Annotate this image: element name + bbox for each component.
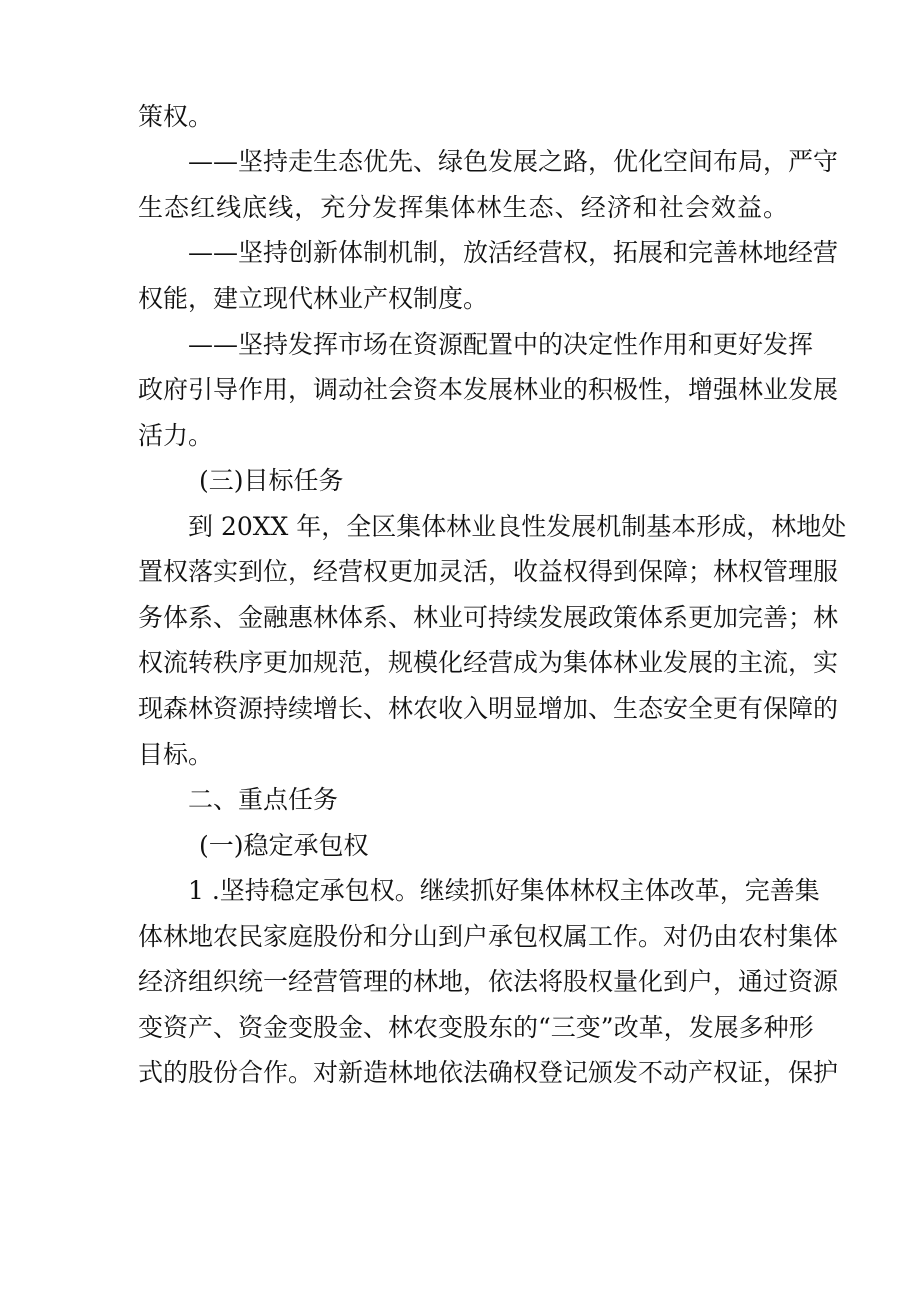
paragraph-line: 到 20XX 年，全区集体林业良性发展机制基本形成，林地处 [188, 512, 847, 541]
paragraph-line: 目标。 [138, 740, 214, 769]
paragraph-line: 式的股份合作。对新造林地依法确权登记颁发不动产权证，保护 [138, 1058, 839, 1087]
paragraph-line: ——坚持走生态优先、绿色发展之路，优化空间布局，严守 [188, 147, 839, 176]
paragraph-line: 务体系、金融惠林体系、林业可持续发展政策体系更加完善；林 [138, 603, 839, 632]
paragraph-line: ——坚持创新体制机制，放活经营权，拓展和完善林地经营 [188, 238, 839, 267]
paragraph-line: 政府引导作用，调动社会资本发展林业的积极性，增强林业发展 [138, 375, 839, 404]
paragraph-line: 体林地农民家庭股份和分山到户承包权属工作。对仍由农村集体 [138, 922, 839, 951]
section-heading: (三)目标任务 [199, 466, 344, 495]
chapter-heading: 二、重点任务 [188, 785, 339, 814]
paragraph-line: 变资产、资金变股金、林农变股东的“三变”改革，发展多种形 [138, 1013, 814, 1042]
paragraph-line: 现森林资源持续增长、林农收入明显增加、生态安全更有保障的 [138, 694, 839, 723]
paragraph-line: 活力。 [138, 421, 214, 450]
paragraph-line: 权流转秩序更加规范，规模化经营成为集体林业发展的主流，实 [138, 648, 839, 677]
paragraph-line: 权能，建立现代林业产权制度。 [138, 284, 489, 313]
paragraph-line: 生态红线底线，充分发挥集体林生态、经济和社会效益。 [138, 193, 788, 222]
paragraph-line: 置权落实到位，经营权更加灵活，收益权得到保障；林权管理服 [138, 557, 839, 586]
paragraph-line: ——坚持发挥市场在资源配置中的决定性作用和更好发挥 [188, 330, 814, 359]
paragraph-line: 策权。 [138, 102, 214, 131]
paragraph-line: 1 .坚持稳定承包权。继续抓好集体林权主体改革，完善集 [188, 876, 820, 905]
section-heading: (一)稳定承包权 [199, 831, 369, 860]
paragraph-line: 经济组织统一经营管理的林地，依法将股权量化到户，通过资源 [138, 967, 839, 996]
